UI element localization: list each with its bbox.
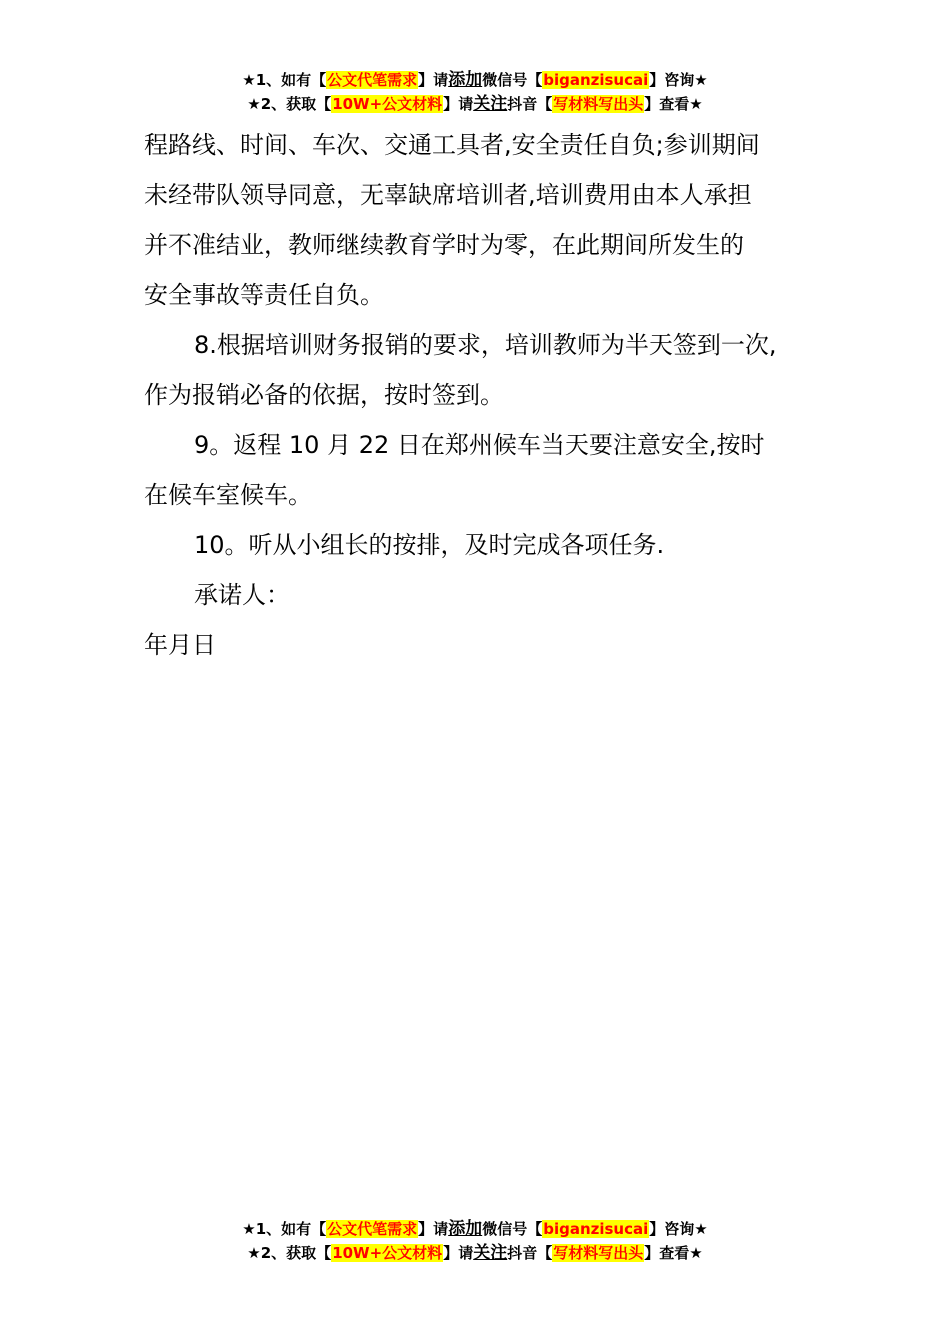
banner-line-1: ★1、如有【公文代笔需求】请添加微信号【biganzisucai】咨询★ [242,70,708,90]
highlight-wechat-id: biganzisucai [543,1220,649,1238]
text-line: 未经带队领导同意，无辜缺席培训者,培训费用由本人承担 [144,181,752,209]
banner-line-1: ★1、如有【公文代笔需求】请添加微信号【biganzisucai】咨询★ [242,1219,708,1239]
highlight-writing-service: 公文代笔需求 [327,71,418,89]
footer-banner [0,1217,950,1265]
highlight-writing-service: 公文代笔需求 [327,1220,418,1238]
highlight-materials: 10W+公文材料 [332,1244,443,1262]
header-banner [0,68,950,116]
highlight-douyin-account: 写材料写出头 [553,1244,644,1262]
document-body [144,120,824,670]
signature-label: 承诺人： [194,581,290,609]
text-line: 作为报销必备的依据，按时签到。 [144,381,504,409]
text-line: 安全事故等责任自负。 [144,281,384,309]
highlight-douyin-account: 写材料写出头 [553,95,644,113]
item-9: 9。返程 10 月 22 日在郑州候车当天要注意安全,按时 [194,431,765,459]
banner-line-2: ★2、获取【10W+公文材料】请关注抖音【写材料写出头】查看★ [247,1243,703,1263]
highlight-materials: 10W+公文材料 [332,95,443,113]
text-line: 并不准结业，教师继续教育学时为零，在此期间所发生的 [144,231,744,259]
date-line: 年月日 [144,631,216,659]
item-8: 8.根据培训财务报销的要求，培训教师为半天签到一次, [194,331,777,359]
text-line: 程路线、时间、车次、交通工具者,安全责任自负;参训期间 [144,131,760,159]
item-10: 10。听从小组长的按排，及时完成各项任务. [194,531,665,559]
text-line: 在候车室候车。 [144,481,312,509]
highlight-wechat-id: biganzisucai [543,71,649,89]
banner-line-2: ★2、获取【10W+公文材料】请关注抖音【写材料写出头】查看★ [247,94,703,114]
